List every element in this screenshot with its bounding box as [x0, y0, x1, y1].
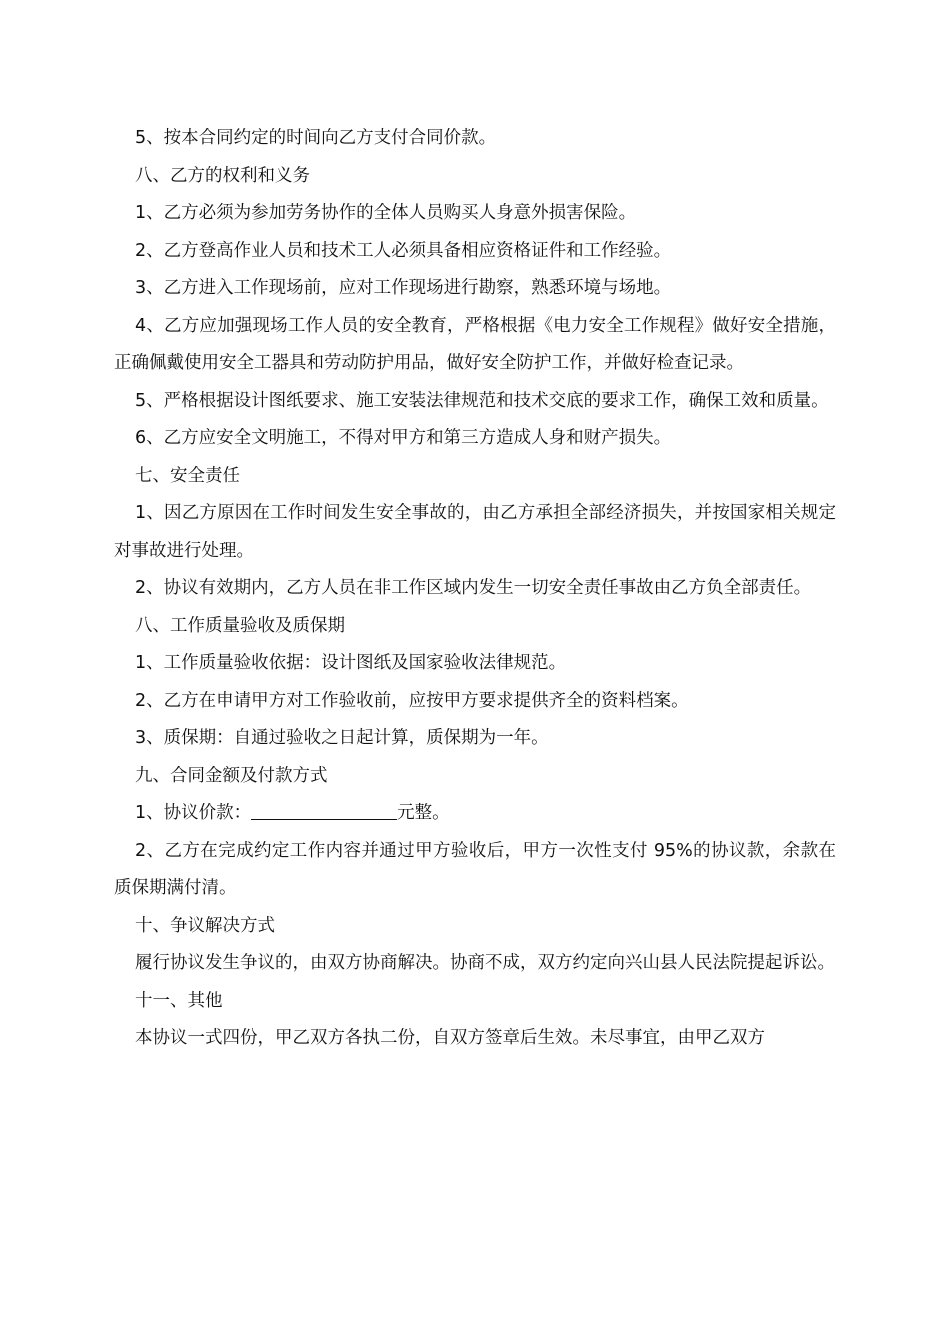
clause-paragraph: 本协议一式四份，甲乙双方各执二份，自双方签章后生效。未尽事宜，由甲乙双方: [135, 1028, 765, 1048]
clause-paragraph: 2、乙方登高作业人员和技术工人必须具备相应资格证件和工作经验。: [135, 240, 672, 261]
price-label: 1、协议价款：: [135, 803, 252, 823]
section-heading: 十、争议解决方式: [135, 915, 275, 936]
document-page: [114, 120, 836, 1058]
clause-paragraph: 3、乙方进入工作现场前，应对工作现场进行勘察，熟悉环境与场地。: [135, 278, 672, 298]
clause-paragraph: 4、乙方应加强现场工作人员的安全教育，严格根据《电力安全工作规程》做好安全措施，正确佩戴使用安全工器具和劳动防护用品，做好安全防护工作，并做好检查记录。: [114, 315, 836, 373]
section-heading: 十一、其他: [135, 990, 223, 1011]
price-unit: 元整。: [397, 803, 450, 823]
clause-paragraph: 履行协议发生争议的，由双方协商解决。协商不成，双方约定向兴山县人民法院提起诉讼。: [135, 953, 835, 973]
clause-paragraph: 1、乙方必须为参加劳务协作的全体人员购买人身意外损害保险。: [135, 203, 637, 223]
price-clause: [114, 795, 836, 833]
clause-paragraph: 1、工作质量验收依据：设计图纸及国家验收法律规范。: [135, 653, 567, 673]
clause-paragraph: 2、乙方在申请甲方对工作验收前，应按甲方要求提供齐全的资料档案。: [135, 690, 689, 711]
section-heading: 八、乙方的权利和义务: [135, 165, 310, 186]
section-heading: 七、安全责任: [135, 465, 240, 486]
clause-paragraph: 6、乙方应安全文明施工，不得对甲方和第三方造成人身和财产损失。: [135, 428, 672, 448]
clause-paragraph: 3、质保期：自通过验收之日起计算，质保期为一年。: [135, 728, 549, 748]
clause-paragraph: 5、按本合同约定的时间向乙方支付合同价款。: [135, 128, 497, 148]
clause-paragraph: 2、乙方在完成约定工作内容并通过甲方验收后，甲方一次性支付 95%的协议款，余款在质保期满付清。: [114, 840, 836, 898]
section-heading: 九、合同金额及付款方式: [135, 765, 328, 786]
price-blank-line: [251, 801, 397, 820]
clause-paragraph: 5、严格根据设计图纸要求、施工安装法律规范和技术交底的要求工作，确保工效和质量。: [135, 390, 829, 411]
clause-paragraph: 1、因乙方原因在工作时间发生安全事故的，由乙方承担全部经济损失，并按国家相关规定对事故进行处理。: [114, 503, 836, 561]
section-heading: 八、工作质量验收及质保期: [135, 615, 345, 636]
clause-paragraph: 2、协议有效期内，乙方人员在非工作区域内发生一切安全责任事故由乙方负全部责任。: [135, 578, 812, 598]
